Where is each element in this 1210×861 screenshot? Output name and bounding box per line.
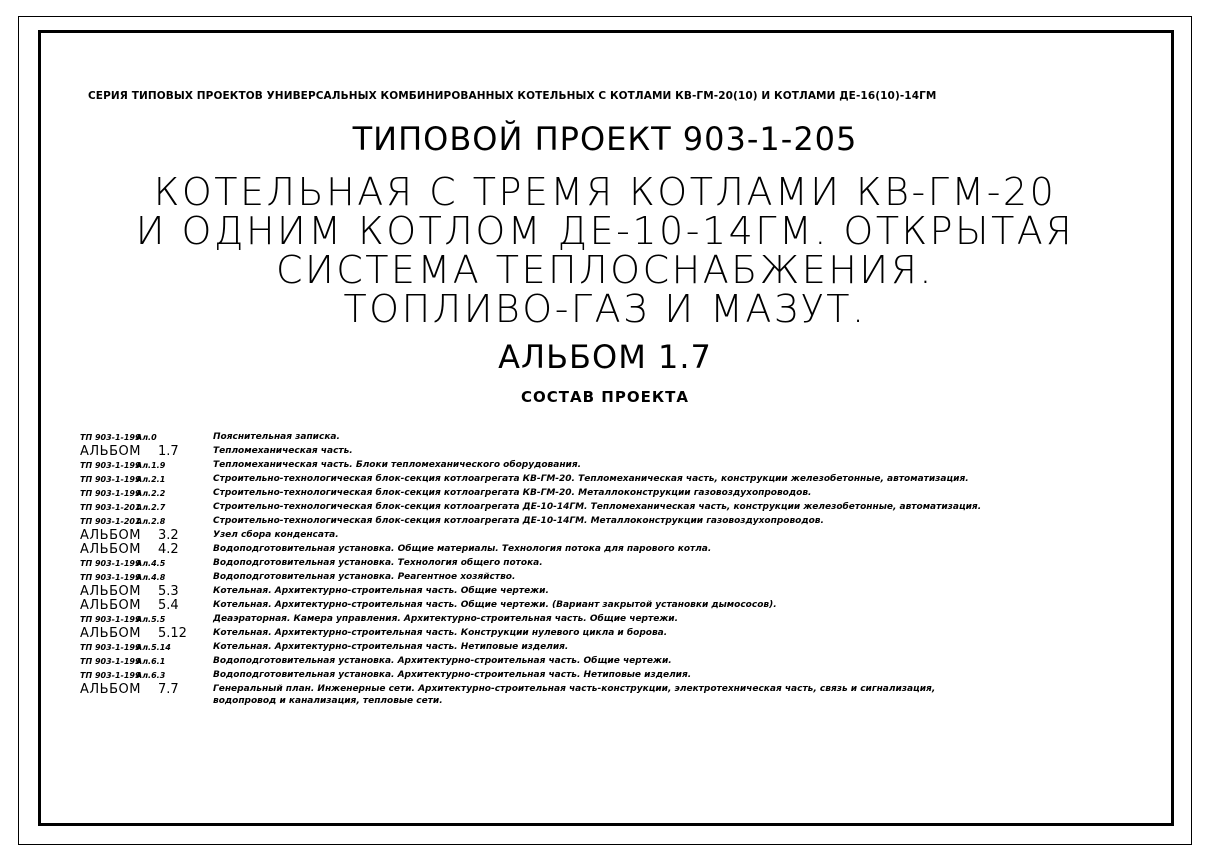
row-description: Водоподготовительная установка. Технология общего потока. [213,558,543,568]
row-description: Строительно-технологическая блок-секция котлоагрегата ДЕ-10-14ГМ. Металлоконструкции газовоздухопроводов. [213,516,824,526]
row-code: ТП 903-1-199 [80,559,141,568]
contents-row [80,585,1160,599]
row-number: Ал.2.7 [136,503,166,512]
contents-row [80,627,1160,641]
row-number: 5.4 [158,598,179,613]
row-number: Ал.6.1 [136,657,166,666]
row-code: ТП 903-1-199 [80,615,141,624]
series-heading: СЕРИЯ ТИПОВЫХ ПРОЕКТОВ УНИВЕРСАЛЬНЫХ КОМБИНИРОВАННЫХ КОТЕЛЬНЫХ С КОТЛАМИ КВ-ГМ-20(10) И КОТЛАМИ ДЕ-16(10)-14ГМ [88,90,937,102]
row-number: 3.2 [158,528,179,543]
row-code: ТП 903-1-201 [80,503,141,512]
row-number: 5.3 [158,584,179,599]
contents-row [80,655,1160,669]
row-code: АЛЬБОМ [80,626,141,641]
row-code: ТП 903-1-199 [80,489,141,498]
row-code: ТП 903-1-201 [80,517,141,526]
contents-row [80,682,1160,706]
composition-heading: СОСТАВ ПРОЕКТА [521,388,689,406]
contents-row [80,445,1160,459]
row-description: Деаэраторная. Камера управления. Архитектурно-строительная часть. Общие чертежи. [213,614,678,624]
contents-row [80,669,1160,683]
row-description: Тепломеханическая часть. [213,446,353,456]
contents-row [80,501,1160,515]
row-number: Ал.0 [136,433,157,442]
row-description: Строительно-технологическая блок-секция котлоагрегата КВ-ГМ-20. Металлоконструкции газовоздухопроводов. [213,488,812,498]
contents-row [80,515,1160,529]
row-number: Ал.2.8 [136,517,166,526]
row-description: Котельная. Архитектурно-строительная часть. Конструкции нулевого цикла и борова. [213,628,668,638]
contents-row [80,613,1160,627]
row-number: Ал.5.5 [136,615,166,624]
row-description: Котельная. Архитектурно-строительная часть. Общие чертежи. (Вариант закрытой установки дымососов). [213,600,777,610]
row-code: ТП 903-1-199 [80,433,141,442]
row-number: 7.7 [158,682,179,697]
contents-row [80,641,1160,655]
row-description: Водоподготовительная установка. Архитектурно-строительная часть. Общие чертежи. [213,656,672,666]
contents-row [80,473,1160,487]
row-code: АЛЬБОМ [80,584,141,599]
row-number: Ал.6.3 [136,671,166,680]
row-code: ТП 903-1-199 [80,461,141,470]
row-code: АЛЬБОМ [80,444,141,459]
contents-row [80,543,1160,557]
row-description: Котельная. Архитектурно-строительная часть. Нетиповые изделия. [213,642,569,652]
row-number: 5.12 [158,626,187,641]
row-description: Тепломеханическая часть. Блоки тепломеханического оборудования. [213,460,582,470]
row-description: Водоподготовительная установка. Архитектурно-строительная часть. Нетиповые изделия. [213,670,692,680]
row-description: Строительно-технологическая блок-секция котлоагрегата КВ-ГМ-20. Тепломеханическая часть, конструкции железобетонные, автоматизация. [213,474,969,484]
title-line-3: СИСТЕМА ТЕПЛОСНАБЖЕНИЯ. [275,248,935,292]
contents-row [80,557,1160,571]
row-description: Водоподготовительная установка. Общие материалы. Технология потока для парового котла. [213,544,712,554]
row-description: Котельная. Архитектурно-строительная часть. Общие чертежи. [213,586,549,596]
row-code: АЛЬБОМ [80,542,141,557]
row-number: 1.7 [158,444,179,459]
contents-row [80,459,1160,473]
row-description: Пояснительная записка. [213,432,340,442]
album-number: АЛЬБОМ 1.7 [498,338,712,376]
row-code: АЛЬБОМ [80,682,141,697]
title-line-2: И ОДНИМ КОТЛОМ ДЕ-10-14ГМ. ОТКРЫТАЯ [135,209,1075,253]
title-line-1: КОТЕЛЬНАЯ С ТРЕМЯ КОТЛАМИ КВ-ГМ-20 [153,170,1057,214]
contents-row [80,487,1160,501]
row-code: АЛЬБОМ [80,528,141,543]
row-description-continued: водопровод и канализация, тепловые сети. [213,696,443,706]
row-description: Узел сбора конденсата. [213,530,339,540]
row-number: Ал.1.9 [136,461,166,470]
project-number: ТИПОВОЙ ПРОЕКТ 903-1-205 [352,120,858,158]
row-code: АЛЬБОМ [80,598,141,613]
contents-row [80,599,1160,613]
contents-list [80,431,1160,706]
contents-row [80,571,1160,585]
row-code: ТП 903-1-199 [80,671,141,680]
row-number: 4.2 [158,542,179,557]
row-code: ТП 903-1-199 [80,475,141,484]
row-description: Строительно-технологическая блок-секция котлоагрегата ДЕ-10-14ГМ. Тепломеханическая часть, конструкции железобетонные, автоматизация. [213,502,982,512]
row-code: ТП 903-1-199 [80,573,141,582]
contents-row [80,529,1160,543]
row-description: Генеральный план. Инженерные сети. Архитектурно-строительная часть-конструкции, электротехническая часть, связь и сигнализация, [213,684,936,694]
row-description: Водоподготовительная установка. Реагентное хозяйство. [213,572,516,582]
row-number: Ал.4.5 [136,559,166,568]
row-number: Ал.2.1 [136,475,166,484]
row-code: ТП 903-1-199 [80,643,141,652]
contents-row [80,431,1160,445]
row-number: Ал.4.8 [136,573,166,582]
row-number: Ал.5.14 [136,643,171,652]
title-line-4: ТОПЛИВО-ГАЗ И МАЗУТ. [343,287,867,331]
row-number: Ал.2.2 [136,489,166,498]
row-code: ТП 903-1-199 [80,657,141,666]
